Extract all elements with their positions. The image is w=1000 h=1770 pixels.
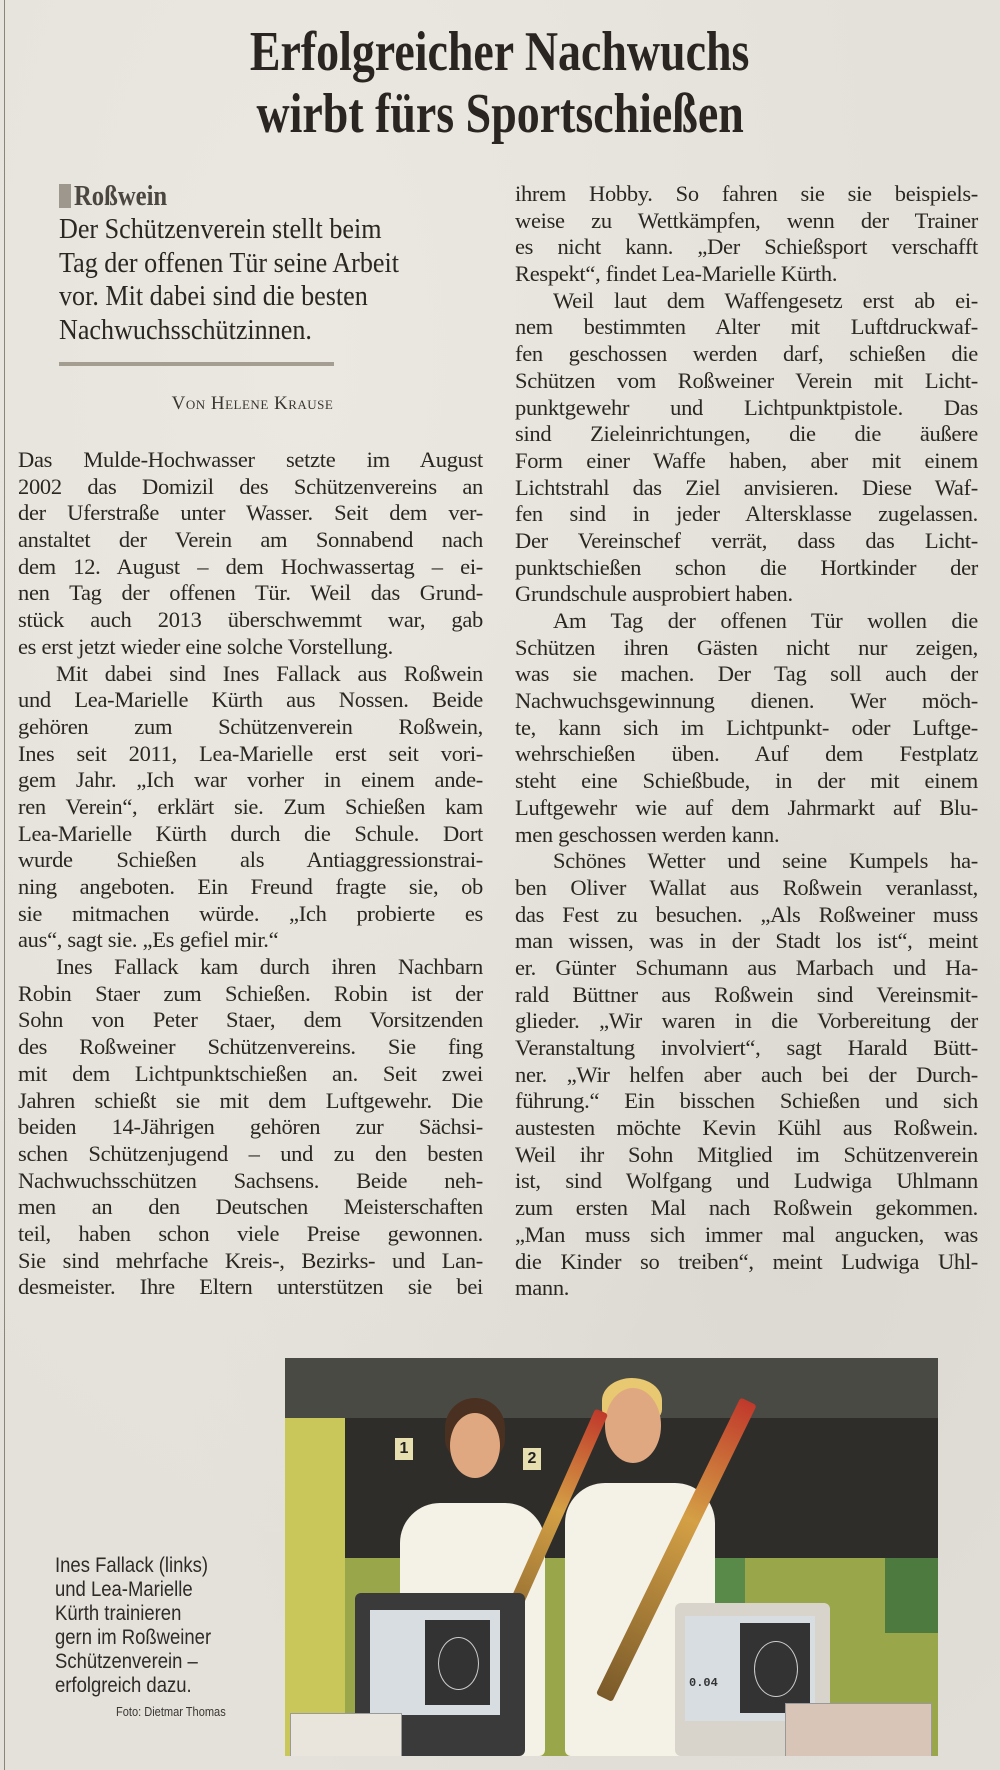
text-line: men an den Deutschen Meisterschaften xyxy=(18,1194,483,1220)
lane-number: 2 xyxy=(523,1448,541,1470)
text-line: austesten möchte Kevin Kühl aus Roßwein. xyxy=(515,1115,978,1141)
paragraph xyxy=(18,447,483,661)
subheadline-line: Der Schützenverein stellt beim xyxy=(59,213,382,245)
text-line: glieder. „Wir waren in die Vorbereitung der xyxy=(515,1008,978,1034)
text-line: es nicht kann. „Der Schießsport verschafft xyxy=(515,234,978,260)
text-line: Lichtstrahl das Ziel anvisieren. Diese Waf- xyxy=(515,474,978,500)
text-line: „Man muss sich immer mal angucken, was xyxy=(515,1221,978,1247)
text-line: te, kann sich im Lichtpunkt- oder Luftge- xyxy=(515,714,978,740)
text-line: wehrschießen üben. Auf dem Festplatz xyxy=(515,741,978,767)
text-line: sind Zieleinrichtungen, die die äußere xyxy=(515,421,978,447)
caption-line: und Lea-Marielle xyxy=(55,1578,193,1601)
photo-wall-art xyxy=(885,1558,938,1633)
article-column-left xyxy=(18,447,483,1301)
text-line: punktgewehr und Lichtpunktpistole. Das xyxy=(515,394,978,420)
text-line: Sohn von Peter Staer, dem Vorsitzenden xyxy=(18,1007,483,1033)
text-line: Nachwuchsgewinnung dienen. Wer möch- xyxy=(515,688,978,714)
text-line: ist, sind Wolfgang und Ludwiga Uhlmann xyxy=(515,1168,978,1194)
text-line: ihrem Hobby. So fahren sie sie beispiels- xyxy=(515,181,978,206)
text-line: gehören zum Schützenverein Roßwein, xyxy=(18,713,483,739)
caption-line: Schützenverein – xyxy=(55,1650,198,1673)
text-line: 2002 das Domizil des Schützenvereins an xyxy=(18,473,483,499)
caption-line: Ines Fallack (links) xyxy=(55,1554,209,1577)
text-line: Ines seit 2011, Lea-Marielle erst seit vori- xyxy=(18,740,483,766)
text-line: men geschossen werden kann. xyxy=(515,821,780,847)
text-line: weise zu Wettkämpfen, wenn der Trainer xyxy=(515,207,978,233)
kicker-text: Roßwein xyxy=(74,180,168,212)
text-line: Form einer Waffe haben, aber mit einem xyxy=(515,447,978,473)
text-line: Nachwuchsschützen Sachsens. Beide neh- xyxy=(18,1167,483,1193)
subheadline-line: Nachwuchsschützinnen. xyxy=(59,313,312,346)
text-line: Jahren schießt sie mit dem Luftgewehr. Die xyxy=(18,1087,483,1113)
kicker-square-icon xyxy=(59,184,71,208)
page-edge-line xyxy=(4,0,5,1770)
subheadline-line: vor. Mit dabei sind die besten xyxy=(59,280,368,312)
text-line: beiden 14-Jährigen gehören zur Sächsi- xyxy=(18,1114,483,1140)
text-line: was sie machen. Der Tag soll auch der xyxy=(515,661,978,687)
text-line: aus“, sagt sie. „Es gefiel mir.“ xyxy=(18,927,279,953)
text-line: punktschießen schon die Hortkinder der xyxy=(515,554,978,580)
control-box-right xyxy=(785,1703,932,1756)
text-line: Weil ihr Sohn Mitglied im Schützenverein xyxy=(515,1141,978,1167)
text-line: Luftgewehr wie auf dem Jahrmarkt auf Blu- xyxy=(515,794,978,820)
text-line: Schützen vom Roßweiner Verein mit Licht- xyxy=(515,367,978,393)
text-line: zum ersten Mal nach Roßwein gekommen. xyxy=(515,1195,978,1221)
text-line: schen Schützenjugend – und zu den besten xyxy=(18,1140,483,1166)
text-line: wurde Schießen als Antiaggressionstrai- xyxy=(18,847,483,873)
text-line: ning angeboten. Ein Freund fragte sie, ob xyxy=(18,874,483,899)
text-line: Grundschule ausprobiert haben. xyxy=(515,581,793,607)
text-line: des Roßweiner Schützenvereins. Sie fing xyxy=(18,1034,483,1060)
target-display-left xyxy=(425,1620,490,1705)
text-line: teil, haben schon viele Preise gewonnen. xyxy=(18,1220,483,1246)
photo-caption xyxy=(55,1554,232,1698)
text-line: Lea-Marielle Kürth durch die Schule. Dort xyxy=(18,820,483,846)
photo-credit: Foto: Dietmar Thomas xyxy=(116,1704,226,1719)
face-right xyxy=(605,1388,661,1463)
text-line: mann. xyxy=(515,1275,570,1301)
text-line: Am Tag der offenen Tür wollen die xyxy=(553,608,978,633)
article-column-right xyxy=(515,181,978,1302)
divider-rule xyxy=(59,362,334,366)
text-line: Respekt“, findet Lea-Marielle Kürth. xyxy=(515,261,838,287)
text-line: rald Büttner aus Roßwein sind Vereinsmit- xyxy=(515,981,978,1007)
paragraph xyxy=(515,181,978,288)
text-line: fen sind in jeder Altersklasse zugelassen. xyxy=(515,501,978,527)
text-line: die Kinder so treiben“, meint Ludwiga Uhl- xyxy=(515,1248,978,1274)
text-line: stück auch 2013 überschwemmt war, gab xyxy=(18,607,483,633)
text-line: anstaltet der Verein am Sonnabend nach xyxy=(18,527,483,553)
text-line: Robin Staer zum Schießen. Robin ist der xyxy=(18,980,483,1006)
target-display-right xyxy=(740,1623,810,1713)
text-line: dem 12. August – dem Hochwassertag – ei- xyxy=(18,553,483,579)
byline: Von Helene Krause xyxy=(171,393,334,414)
text-line: Das Mulde-Hochwasser setzte im August xyxy=(18,447,483,472)
text-line: mit dem Lichtpunktschießen an. Seit zwei xyxy=(18,1060,483,1086)
article-photo xyxy=(285,1358,938,1756)
paragraph xyxy=(515,288,978,608)
text-line: fen geschossen werden darf, schießen die xyxy=(515,341,978,367)
caption-line: Kürth trainieren xyxy=(55,1602,182,1625)
text-line: nen Tag der offenen Tür. Weil das Grund- xyxy=(18,580,483,606)
paragraph xyxy=(18,661,483,955)
text-line: ren Verein“, erklärt sie. Zum Schießen kam xyxy=(18,793,483,819)
subheadline-line: Tag der offenen Tür seine Arbeit xyxy=(59,246,400,279)
text-line: ner. „Wir helfen aber auch bei der Durch- xyxy=(515,1061,978,1087)
score-readout: 0.04 xyxy=(689,1676,718,1690)
paragraph xyxy=(18,954,483,1301)
lane-number: 1 xyxy=(395,1438,413,1460)
subheadline xyxy=(59,213,499,347)
text-line: steht eine Schießbude, in der mit einem xyxy=(515,768,978,794)
text-line: Veranstaltung involviert“, sagt Harald Bütt- xyxy=(515,1035,978,1060)
text-line: er. Günter Schumann aus Marbach und Ha- xyxy=(515,954,978,980)
text-line: der Uferstraße unter Wasser. Seit dem ver- xyxy=(18,500,483,526)
face-left xyxy=(450,1413,500,1478)
headline-line-1: Erfolgreicher Nachwuchs xyxy=(250,21,750,83)
text-line: Ines Fallack kam durch ihren Nachbarn xyxy=(56,954,483,980)
text-line: sie mitmachen würde. „Ich probierte es xyxy=(18,900,483,926)
paragraph xyxy=(515,848,978,1302)
text-line: Mit dabei sind Ines Fallack aus Roßwein xyxy=(56,660,483,686)
text-line: führung.“ Ein bisschen Schießen und sich xyxy=(515,1088,978,1114)
text-line: man wissen, was in der Stadt los ist“, meint xyxy=(515,928,978,954)
location-kicker xyxy=(59,180,184,213)
caption-line: gern im Roßweiner xyxy=(55,1626,212,1649)
text-line: und Lea-Marielle Kürth aus Nossen. Beide xyxy=(18,687,483,713)
caption-line: erfolgreich dazu. xyxy=(55,1674,192,1697)
text-line: gem Jahr. „Ich war vorher in einem ande- xyxy=(18,767,483,793)
text-line: Sie sind mehrfache Kreis-, Bezirks- und Lan- xyxy=(18,1247,483,1273)
text-line: ben Oliver Wallat aus Roßwein veranlasst, xyxy=(515,874,978,900)
control-box-left xyxy=(290,1713,402,1756)
photo-side-wall xyxy=(285,1418,345,1756)
text-line: das Fest zu besuchen. „Als Roßweiner muss xyxy=(515,901,978,927)
text-line: Der Vereinschef verrät, dass das Licht- xyxy=(515,527,978,553)
text-line: Weil laut dem Waffengesetz erst ab ei- xyxy=(553,287,978,313)
text-line: es erst jetzt wieder eine solche Vorstellung. xyxy=(18,633,393,659)
text-line: desmeister. Ihre Eltern unterstützen sie bei xyxy=(18,1274,483,1300)
headline-line-2: wirbt fürs Sportschießen xyxy=(256,83,744,145)
text-line: Schönes Wetter und seine Kumpels ha- xyxy=(553,848,978,874)
text-line: nem bestimmten Alter mit Luftdruckwaf- xyxy=(515,314,978,340)
paragraph xyxy=(515,608,978,848)
text-line: Schützen ihren Gästen nicht nur zeigen, xyxy=(515,634,978,660)
